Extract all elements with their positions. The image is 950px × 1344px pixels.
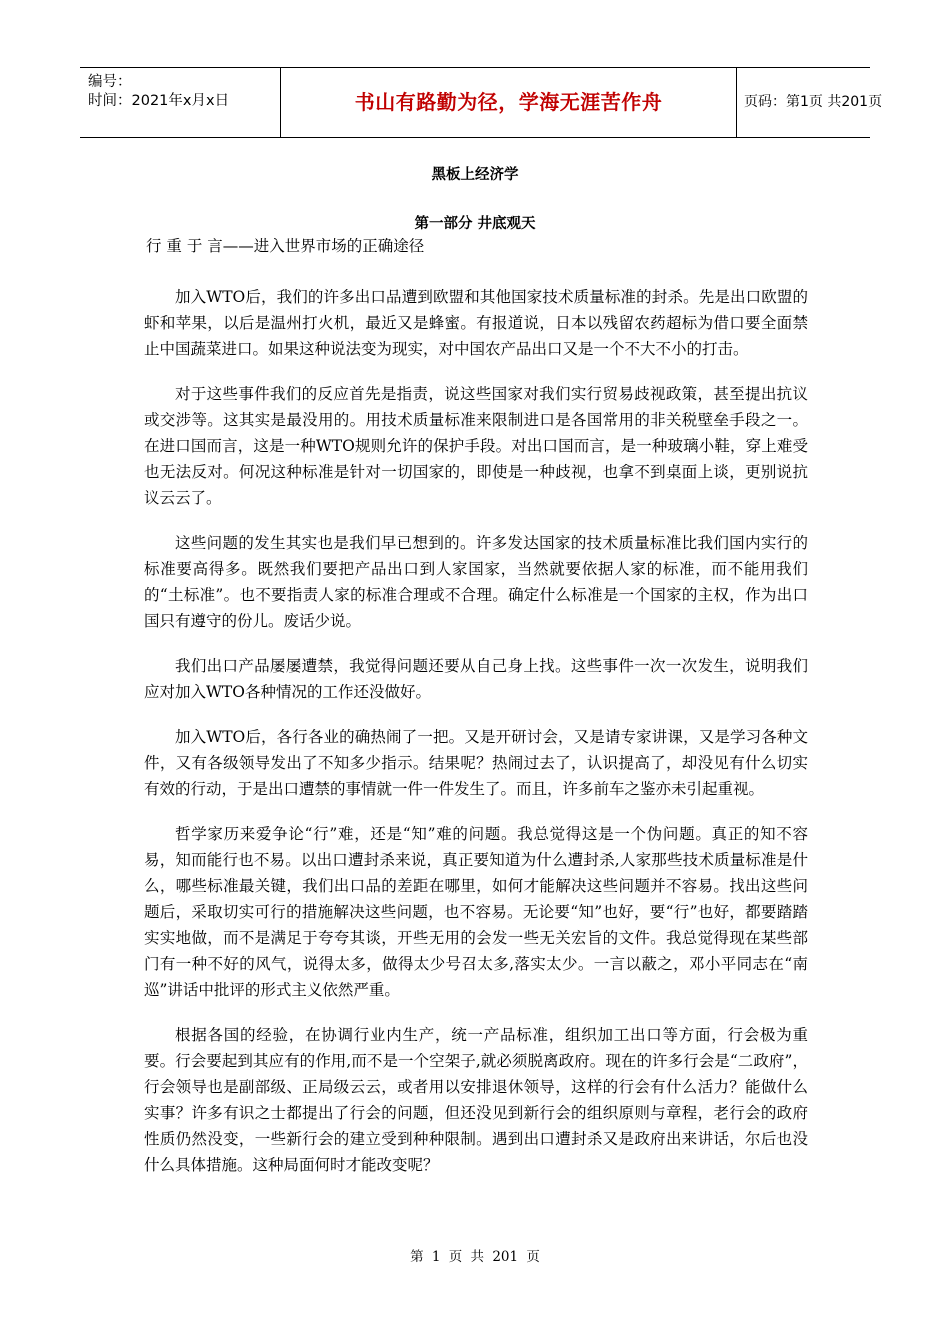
document-title: 黑板上经济学 xyxy=(431,167,519,183)
motto-text: 书山有路勤为径，学海无涯苦作舟 xyxy=(354,90,663,114)
document-body xyxy=(144,284,808,1197)
section-subtitle: 行 重 于 言——进入世界市场的正确途径 xyxy=(146,237,425,255)
paragraph: 哲学家历来爱争论“行”难，还是“知”难的问题。我总觉得这是一个伪问题。真正的知不容易，知而能行也不易。以出口遭封杀来说，真正要知道为什么遭封杀,人家那些技术质量标准是什么，哪些标准最关键，我们出口品的差距在哪里，如何才能解决这些问题并不容易。找出这些问题后，采取切实可行的措施解决这些问题，也不容易。无论要“知”也好，要“行”也好，都要踏踏实实地做，而不是满足于夸夸其谈，开些无用的会发一些无关宏旨的文件。我总觉得现在某些部门有一种不好的风气，说得太多，做得太少号召太多,落实太少。一言以蔽之，邓小平同志在“南巡”讲话中批评的形式主义依然严重。 xyxy=(144,825,808,999)
paragraph: 加入WTO后，我们的许多出口品遭到欧盟和其他国家技术质量标准的封杀。先是出口欧盟的虾和苹果，以后是温州打火机，最近又是蜂蜜。有报道说，日本以残留农药超标为借口要全面禁止中国蔬菜进口。如果这种说法变为现实，对中国农产品出口又是一个不大不小的打击。 xyxy=(144,288,808,358)
paragraph: 我们出口产品屡屡遭禁，我觉得问题还要从自己身上找。这些事件一次一次发生，说明我们应对加入WTO各种情况的工作还没做好。 xyxy=(144,657,808,701)
header-motto-cell xyxy=(280,68,737,137)
number-label: 编号： xyxy=(88,74,132,90)
time-label: 时间：2021年x月x日 xyxy=(88,93,230,109)
page-info: 页码：第1页 共201页 xyxy=(744,94,883,110)
header-page-cell xyxy=(736,68,883,137)
header-table xyxy=(80,67,883,138)
paragraph: 对于这些事件我们的反应首先是指责，说这些国家对我们实行贸易歧视政策，甚至提出抗议或交涉等。这其实是最没用的。用技术质量标准来限制进口是各国常用的非关税壁垒手段之一。在进口国而言，这是一种WTO规则允许的保护手段。对出口国而言，是一种玻璃小鞋，穿上难受也无法反对。何况这种标准是针对一切国家的，即使是一种歧视，也拿不到桌面上谈，更别说抗议云云了。 xyxy=(144,385,808,507)
paragraph: 这些问题的发生其实也是我们早已想到的。许多发达国家的技术质量标准比我们国内实行的标准要高得多。既然我们要把产品出口到人家国家，当然就要依据人家的标准，而不能用我们的“土标准”。也不要指责人家的标准合理或不合理。确定什么标准是一个国家的主权，作为出口国只有遵守的份儿。废话少说。 xyxy=(144,534,808,630)
header-meta-cell xyxy=(80,68,280,137)
paragraph: 加入WTO后，各行各业的确热闹了一把。又是开研讨会，又是请专家讲课，又是学习各种文件，又有各级领导发出了不知多少指示。结果呢？热闹过去了，认识提高了，却没见有什么切实有效的行动，于是出口遭禁的事情就一件一件发生了。而且，许多前车之鉴亦未引起重视。 xyxy=(144,728,808,798)
part-title: 第一部分 井底观天 xyxy=(414,216,536,232)
paragraph: 根据各国的经验，在协调行业内生产，统一产品标准，组织加工出口等方面，行会极为重要。行会要起到其应有的作用,而不是一个空架子,就必须脱离政府。现在的许多行会是“二政府”，行会领导也是副部级、正局级云云，或者用以安排退休领导，这样的行会有什么活力？能做什么实事？许多有识之士都提出了行会的问题，但还没见到新行会的组织原则与章程，老行会的政府性质仍然没变，一些新行会的建立受到种种限制。遇到出口遭封杀又是政府出来讲话，尔后也没什么具体措施。这种局面何时才能改变呢？ xyxy=(144,1026,808,1174)
page-footer: 第 1 页 共 201 页 xyxy=(410,1249,540,1265)
